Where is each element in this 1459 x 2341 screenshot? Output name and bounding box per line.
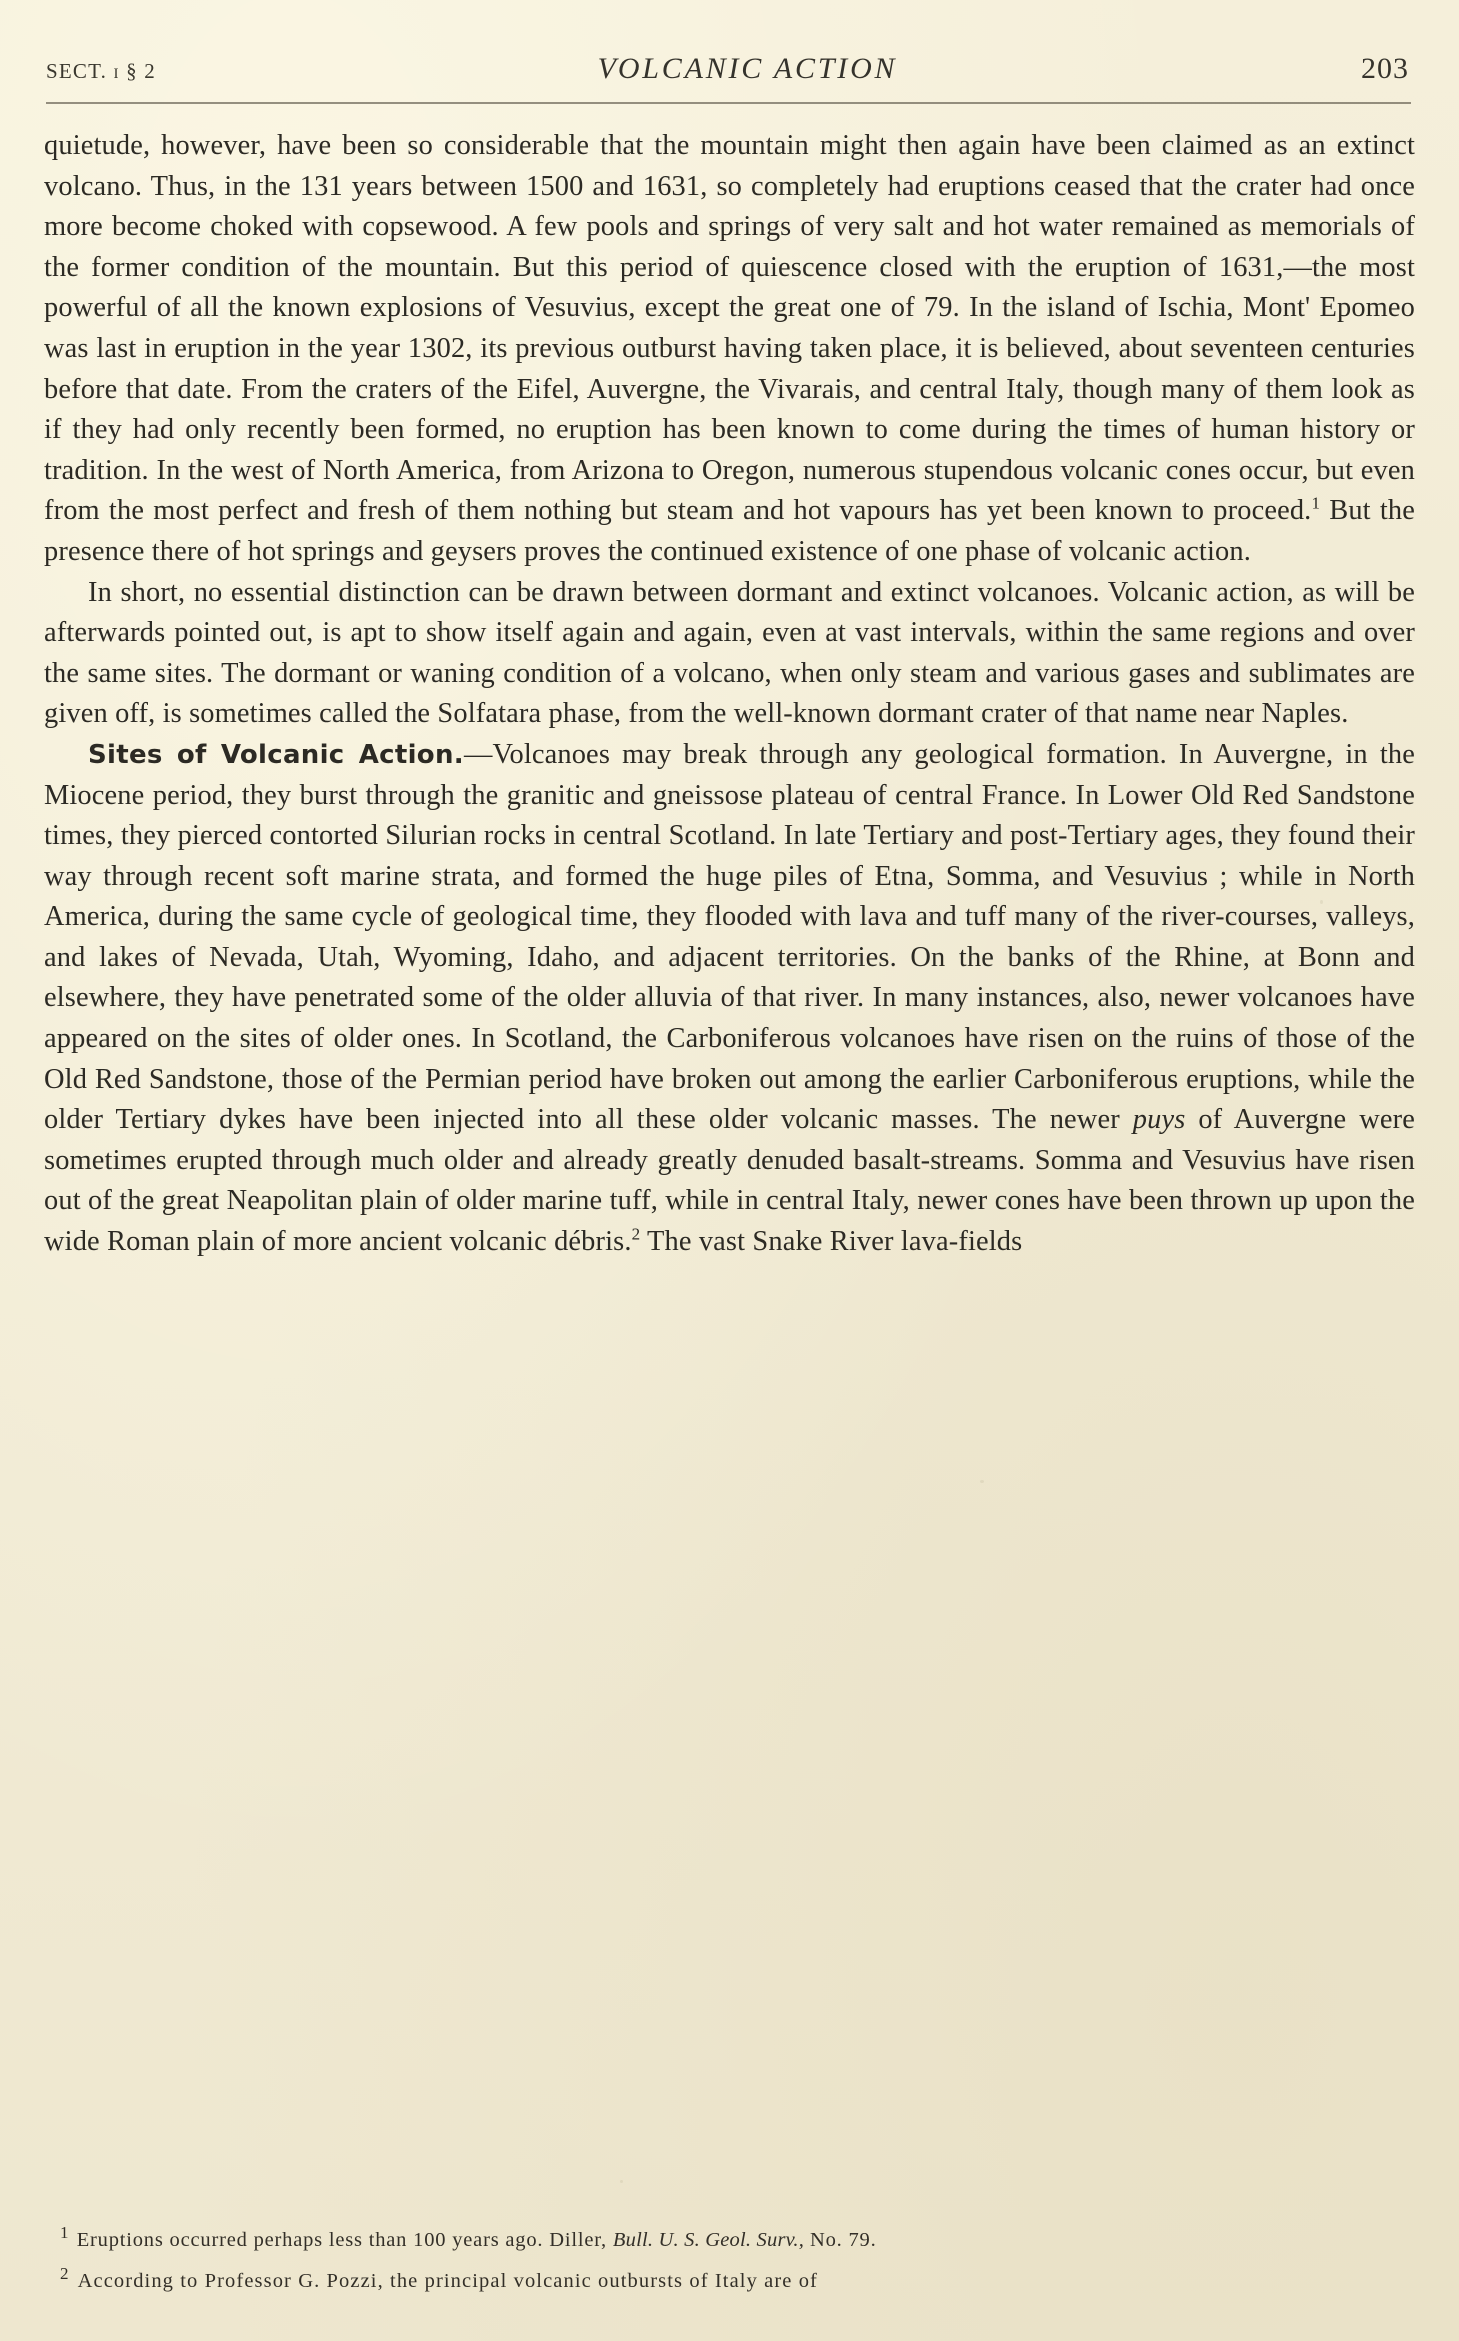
footnote-1-text-b: No. 79. [804, 2228, 877, 2251]
page-speckle [620, 2180, 623, 2183]
running-head-section-label: SECT. i § 2 [46, 59, 156, 83]
page-content [44, 52, 1415, 1263]
footnote-2-text: According to Professor G. Pozzi, the principal volcanic outbursts of Italy are of [77, 2269, 818, 2292]
running-head [44, 52, 1415, 94]
body-text [44, 126, 1415, 1263]
footnote-1-marker: 1 [60, 2223, 69, 2242]
running-head-section [46, 58, 156, 84]
running-head-title: VOLCANIC ACTION [597, 52, 898, 85]
page-speckle [980, 1480, 984, 1483]
footnote-1-text-a: Eruptions occurred perhaps less than 100 years ago. Diller, [76, 2228, 613, 2251]
paragraph-2: In short, no essential distinction can be drawn between dormant and extinct volcanoes. Volcanic action, as will be afterwards pointed out, is apt to show itself again and again, even at vast intervals, within the same regions and over the same sites. The dormant or waning condition of a volcano, when only steam and various gases and sublimates are given off, is sometimes called the Solfatara phase, from the well-known dormant crater of that name near Naples. [44, 576, 1415, 730]
footnote-1-citation: Bull. U. S. Geol. Surv., [612, 2228, 805, 2251]
section-paragraph-tail: of Auvergne were sometimes erupted through much older and already greatly denuded basalt-streams. Somma and Vesuvius have risen out of the great Neapolitan plain of older marine tuff, while in central Italy, newer cones have been thrown up upon the wide Roman plain of more ancient volcanic débris. [44, 1104, 1415, 1258]
footnotes [60, 2218, 1409, 2296]
section-heading: Sites of Volcanic Action. [88, 739, 464, 770]
page-number: 203 [1361, 52, 1409, 85]
section-paragraph-italic-term: puys [1132, 1104, 1186, 1136]
header-divider [46, 102, 1411, 104]
paragraph-1-continued: But the presence there of hot springs and geysers proves the continued existence of one phase of volcanic action. [44, 495, 1416, 567]
footnote-2 [60, 2259, 1409, 2296]
footnote-ref-1[interactable]: 1 [1311, 493, 1321, 513]
section-paragraph-end: The vast Snake River lava-fields [640, 1226, 1023, 1258]
paragraph-3 [44, 735, 1415, 1263]
footnote-ref-2[interactable]: 2 [631, 1224, 641, 1244]
paragraph-1-text: quietude, however, have been so considerable that the mountain might then again have been claimed as an extinct volcano. Thus, in the 131 years between 1500 and 1631, so completely had eruptions ceased that the crater had once more become choked with copsewood. A few pools and springs of very salt and hot water remained as memorials of the former condition of the mountain. But this period of quiescence closed with the eruption of 1631,—the most powerful of all the known explosions of Vesuvius, except the great one of 79. In the island of Ischia, Mont' Epomeo was last in eruption in the year 1302, its previous outburst having taken place, it is believed, about seventeen centuries before that date. From the craters of the Eifel, Auvergne, the Vivarais, and central Italy, though many of them look as if they had only recently been formed, no eruption has been known to come during the times of human history or tradition. In the west of North America, from Arizona to Oregon, numerous stupendous volcanic cones occur, but even from the most perfect and fresh of them nothing but steam and hot vapours has yet been known to proceed. [44, 130, 1415, 527]
section-paragraph-lead: —Volcanoes may break through any geological formation. In Auvergne, in the Miocene period, they burst through the granitic and gneissose plateau of central France. In Lower Old Red Sandstone times, they pierced contorted Silurian rocks in central Scotland. In late Tertiary and post-Tertiary ages, they found their way through recent soft marine strata, and formed the huge piles of Etna, Somma, and Vesuvius ; while in North America, during the same cycle of geological time, they flooded with lava and tuff many of the river-courses, valleys, and lakes of Nevada, Utah, Wyoming, Idaho, and adjacent territories. On the banks of the Rhine, at Bonn and elsewhere, they have penetrated some of the older alluvia of that river. In many instances, also, newer volcanoes have appeared on the sites of older ones. In Scotland, the Carboniferous volcanoes have risen on the ruins of those of the Old Red Sandstone, those of the Permian period have broken out among the earlier Carboniferous eruptions, while the older Tertiary dykes have been injected into all these older volcanic masses. The newer [44, 738, 1415, 1136]
footnote-1 [60, 2218, 1409, 2255]
footnote-2-marker: 2 [60, 2263, 70, 2283]
paragraph-1 [44, 126, 1415, 573]
